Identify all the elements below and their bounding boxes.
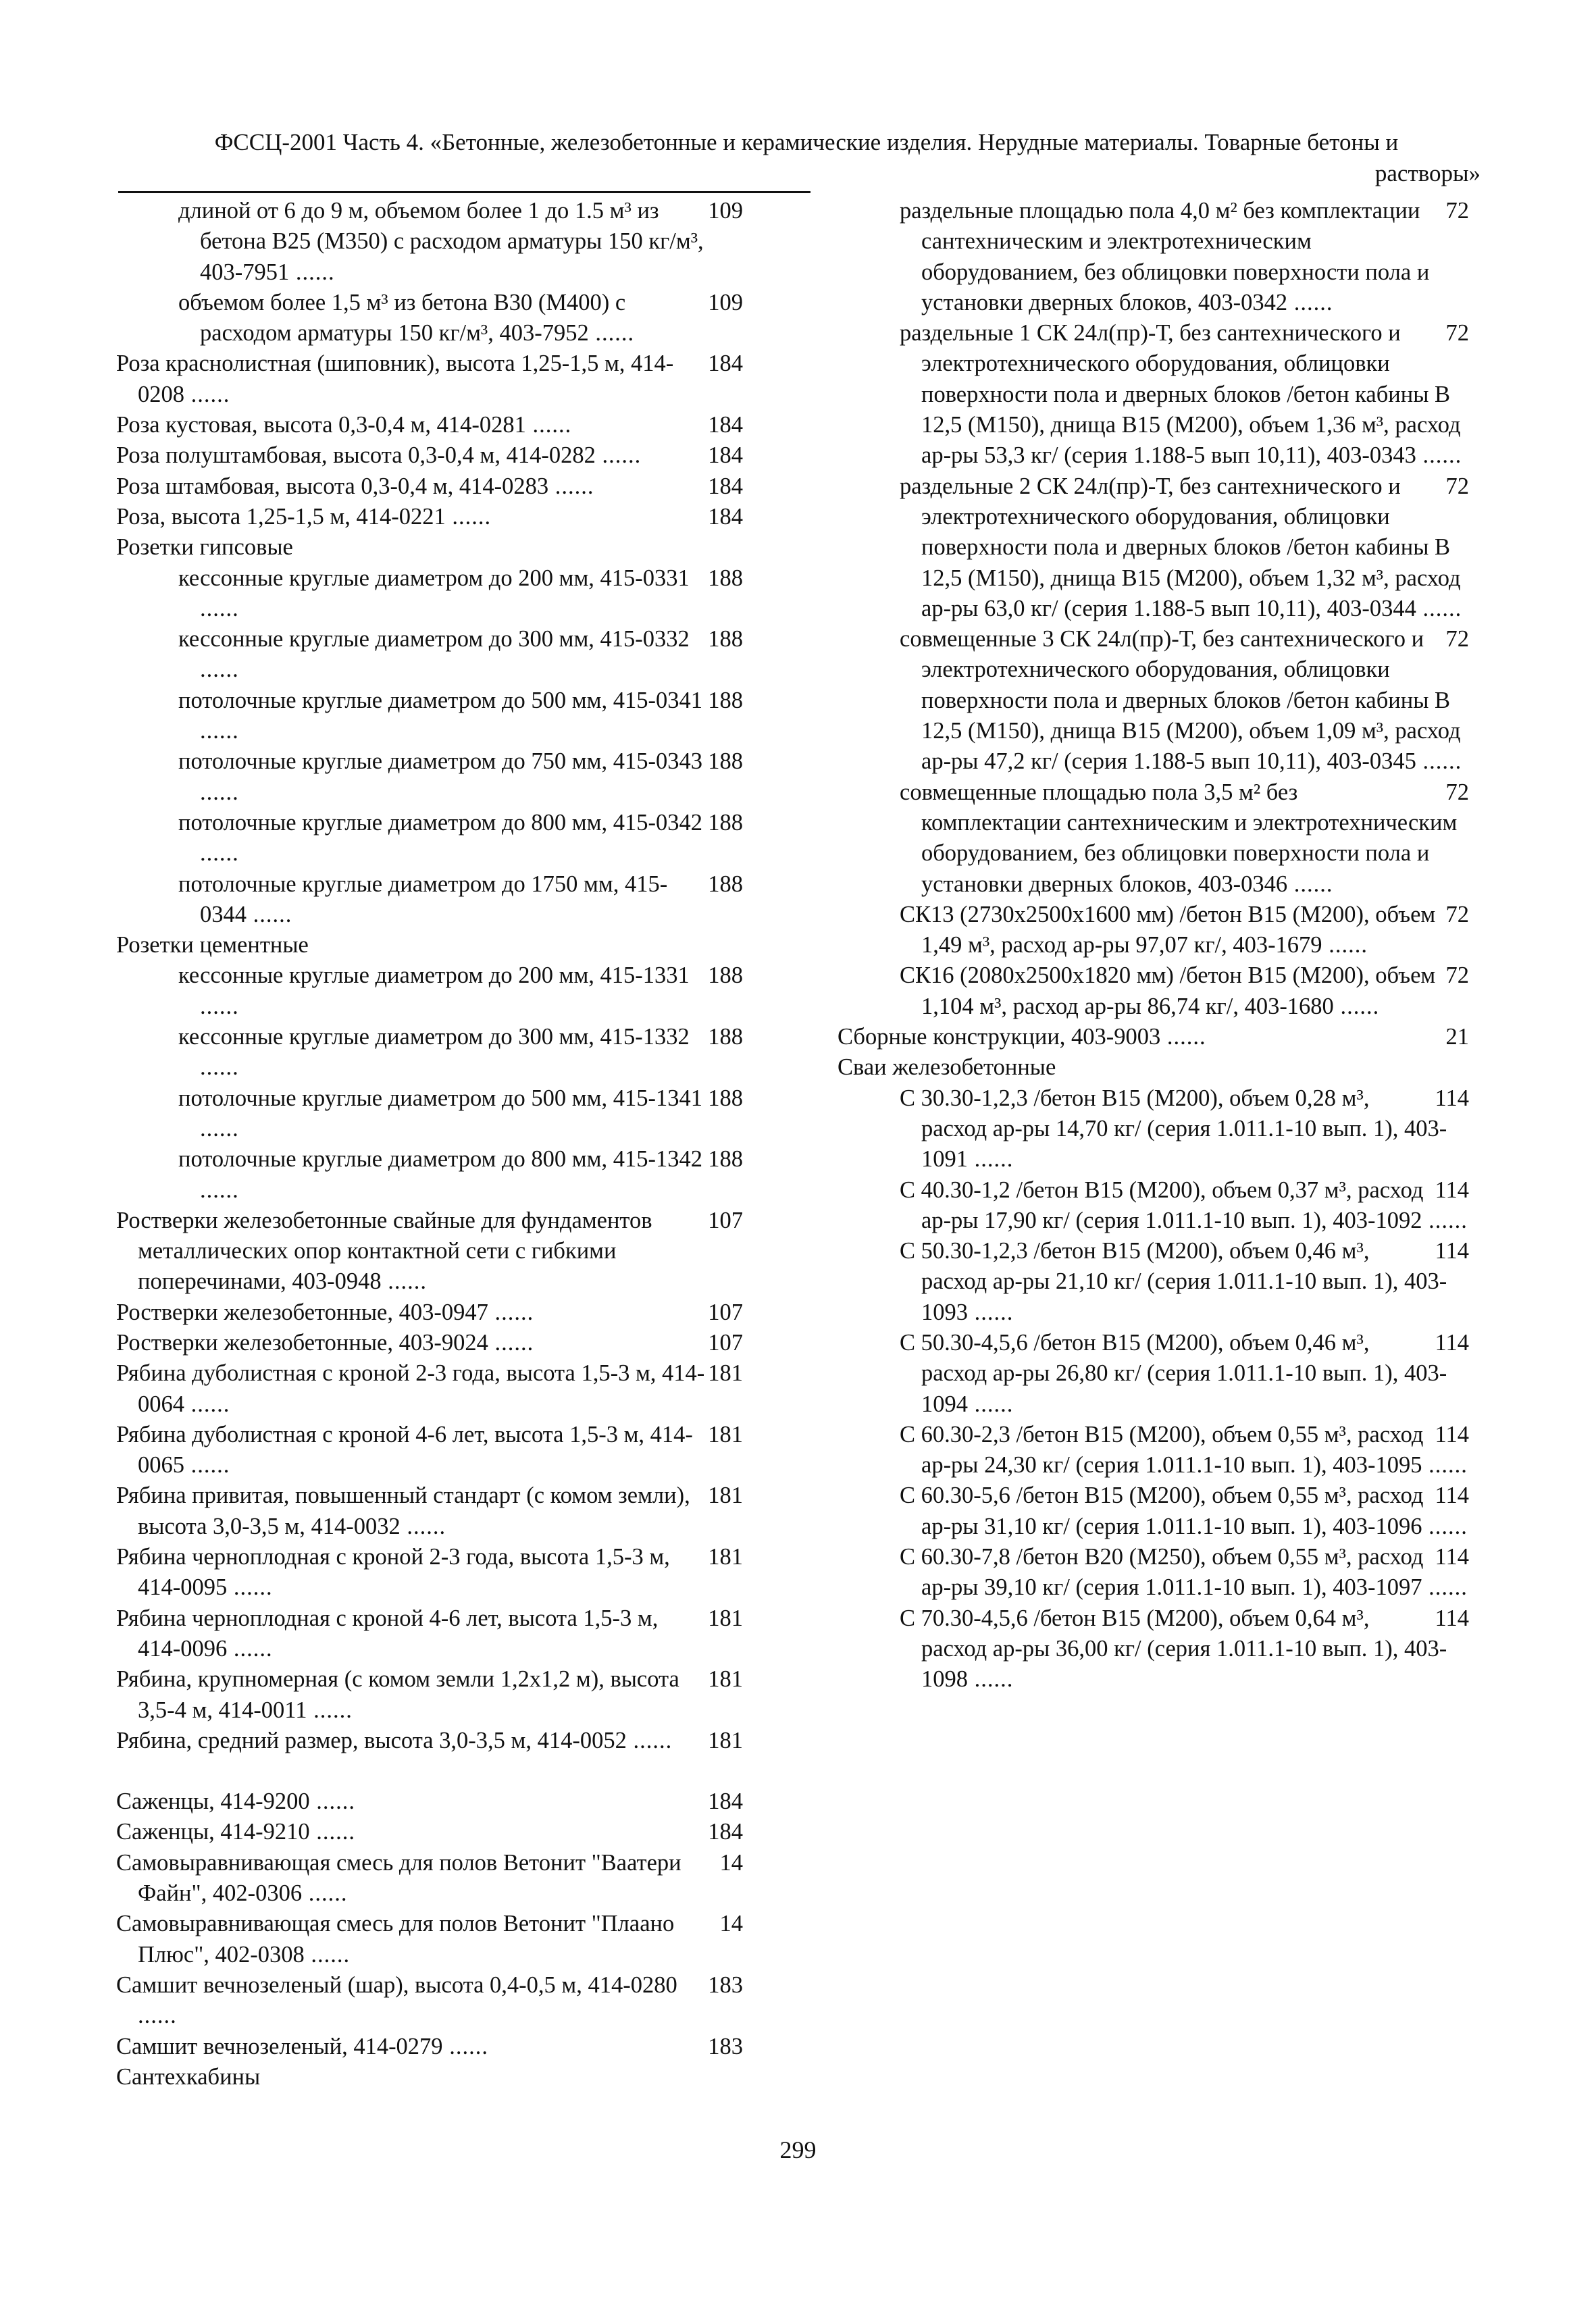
index-page-ref: 114	[1433, 1542, 1469, 1572]
dot-leader: ......	[488, 1299, 534, 1325]
index-page-ref: 181	[705, 1420, 743, 1450]
index-subentry	[838, 1542, 1469, 1603]
index-page-ref: 114	[1433, 1603, 1469, 1634]
index-subentry	[116, 196, 743, 288]
dot-leader: ......	[968, 1666, 1014, 1693]
index-entry	[116, 1786, 743, 1817]
dot-leader: ......	[200, 657, 239, 683]
index-entry-text: длиной от 6 до 9 м, объемом более 1 до 1.5 м³ из бетона В25 (М350) с расходом арматуры 150 кг/м³, 403-7951	[178, 198, 704, 285]
index-page-ref: 109	[705, 196, 743, 226]
index-page-ref: 188	[705, 1022, 743, 1052]
dot-leader: ......	[309, 1789, 355, 1815]
index-page-ref: 181	[705, 1358, 743, 1389]
dot-leader: ......	[968, 1391, 1014, 1417]
index-subentry	[838, 471, 1469, 624]
index-entry-text: Ростверки железобетонные свайные для фундаментов металлических опор контактной сети с гибкими поперечинами, 403-0948	[116, 1207, 652, 1295]
index-page-ref: 188	[705, 686, 743, 716]
index-entry	[116, 440, 743, 471]
page-number: 299	[779, 2136, 817, 2163]
index-entry-text: Роза, высота 1,25-1,5 м, 414-0221	[116, 503, 446, 530]
spacer	[116, 1756, 743, 1786]
dot-leader: ......	[302, 1880, 348, 1907]
index-entry-text: Розетки цементные	[116, 932, 309, 958]
index-entry-text: совмещенные площадью пола 3,5 м² без комплектации сантехническим и электротехническим оборудованием, без облицовки поверхности пола и установки дверных блоков, 403-0346	[900, 779, 1458, 897]
dot-leader: ......	[200, 1054, 239, 1081]
index-page-ref: 188	[705, 808, 743, 838]
index-subentry	[838, 1603, 1469, 1695]
dot-leader: ......	[588, 320, 635, 346]
index-entry-text: Сантехкабины	[116, 2063, 261, 2090]
index-subentry	[838, 1420, 1469, 1481]
index-page-ref: 184	[705, 349, 743, 379]
index-entry	[116, 1603, 743, 1665]
index-entry-text: Рябина черноплодная с кроной 4-6 лет, высота 1,5-3 м, 414-0096	[116, 1605, 659, 1662]
index-page-ref: 114	[1433, 1083, 1469, 1114]
dot-leader: ......	[200, 840, 239, 867]
index-entry-text: кессонные круглые диаметром до 300 мм, 415-0332	[178, 626, 690, 652]
index-subentry	[116, 1144, 743, 1206]
index-entry-text: Сваи железобетонные	[838, 1054, 1056, 1081]
index-column-left	[116, 196, 743, 2092]
index-entry	[116, 410, 743, 440]
index-subentry	[116, 869, 743, 931]
index-page-ref: 72	[1443, 471, 1470, 502]
index-entry-text: С 70.30-4,5,6 /бетон В15 (М200), объем 0,64 м³, расход ар-ры 36,00 кг/ (серия 1.011.1-10 вып. 1), 403-1098	[900, 1605, 1447, 1693]
index-entry-text: раздельные 1 СК 24л(пр)-Т, без сантехнического и электротехнического оборудования, облицовки поверхности пола и дверных блоков /бетон кабины В 12,5 (М150), днища В15 (М200), объем 1,36 м³, расход ар-ры 53,3 кг/ (серия 1.188-5 вып 10,11), 403-0343	[900, 320, 1461, 469]
index-page-ref: 188	[705, 563, 743, 594]
index-entry-text: Роза полуштамбовая, высота 0,3-0,4 м, 414-0282	[116, 442, 596, 469]
index-entry-text: Самшит вечнозеленый, 414-0279	[116, 2033, 443, 2059]
index-entry	[116, 1206, 743, 1297]
index-page-ref: 114	[1433, 1420, 1469, 1450]
index-page-ref: 72	[1443, 900, 1470, 930]
dot-leader: ......	[1160, 1024, 1206, 1050]
dot-leader: ......	[227, 1635, 273, 1662]
index-entry-text: Рябина, средний размер, высота 3,0-3,5 м, 414-0052	[116, 1727, 627, 1753]
index-entry	[116, 471, 743, 502]
index-entry-text: С 40.30-1,2 /бетон В15 (М200), объем 0,37 м³, расход ар-ры 17,90 кг/ (серия 1.011.1-10 вып. 1), 403-1092	[900, 1177, 1424, 1233]
index-subentry	[116, 808, 743, 869]
dot-leader: ......	[184, 381, 230, 407]
index-page-ref: 107	[705, 1328, 743, 1358]
index-column-right	[838, 196, 1469, 1695]
index-subentry	[116, 563, 743, 625]
index-entry-text: С 50.30-1,2,3 /бетон В15 (М200), объем 0,46 м³, расход ар-ры 21,10 кг/ (серия 1.011.1-10 вып. 1), 403-1093	[900, 1238, 1447, 1325]
index-page-ref: 72	[1443, 960, 1470, 991]
index-entry-text: Самовыравнивающая смесь для полов Ветонит "Ваатери Файн", 402-0306	[116, 1849, 681, 1907]
index-entry	[116, 2032, 743, 2062]
index-entry-text: совмещенные 3 СК 24л(пр)-Т, без сантехнического и электротехнического оборудования, облицовки поверхности пола и дверных блоков /бетон кабины В 12,5 (М150), днища В15 (М200), объем 1,09 м³, расход ар-ры 47,2 кг/ (серия 1.188-5 вып 10,11), 403-0345	[900, 626, 1461, 775]
index-entry	[116, 502, 743, 532]
index-subentry	[838, 624, 1469, 777]
index-entry	[116, 2062, 743, 2092]
index-entry	[116, 1664, 743, 1726]
index-page-ref: 184	[705, 1817, 743, 1847]
index-page-ref: 114	[1433, 1481, 1469, 1511]
dot-leader: ......	[138, 2003, 177, 2029]
index-page-ref: 114	[1433, 1175, 1469, 1206]
index-page-ref: 181	[705, 1481, 743, 1511]
index-entry-text: С 60.30-2,3 /бетон В15 (М200), объем 0,55 м³, расход ар-ры 24,30 кг/ (серия 1.011.1-10 вып. 1), 403-1095	[900, 1421, 1424, 1479]
index-entry-text: объемом более 1,5 м³ из бетона В30 (М400) с расходом арматуры 150 кг/м³, 403-7952	[178, 289, 626, 346]
index-subentry	[116, 288, 743, 349]
index-page-ref: 184	[705, 471, 743, 502]
index-entry	[116, 1726, 743, 1756]
index-entry-text: Роза кустовая, высота 0,3-0,4 м, 414-0281	[116, 412, 526, 438]
index-subentry	[116, 960, 743, 1022]
header-rule	[118, 191, 810, 193]
index-subentry	[116, 746, 743, 808]
index-page-ref: 72	[1443, 624, 1470, 654]
index-entry	[116, 1420, 743, 1481]
index-entry-text: Роза краснолистная (шиповник), высота 1,25-1,5 м, 414-0208	[116, 351, 674, 407]
index-entry-text: СК16 (2080х2500х1820 мм) /бетон В15 (М200), объем 1,104 м³, расход ар-ры 86,74 кг/, 403-1680	[900, 962, 1436, 1019]
dot-leader: ......	[595, 442, 642, 469]
index-entry-text: Рябина дуболистная с кроной 2-3 года, высота 1,5-3 м, 414-0064	[116, 1360, 705, 1417]
index-page-ref: 188	[705, 960, 743, 991]
index-subentry	[116, 624, 743, 686]
index-page-ref: 72	[1443, 318, 1470, 349]
dot-leader: ......	[1422, 1207, 1468, 1233]
index-entry	[116, 1848, 743, 1909]
dot-leader: ......	[968, 1299, 1014, 1325]
index-entry-text: Рябина привитая, повышенный стандарт (с комом земли), высота 3,0-3,5 м, 414-0032	[116, 1483, 690, 1539]
index-entry-text: потолочные круглые диаметром до 800 мм, 415-0342	[178, 809, 702, 835]
dot-leader: ......	[309, 1819, 355, 1845]
index-entry-text: потолочные круглые диаметром до 500 мм, 415-1341	[178, 1085, 702, 1111]
dot-leader: ......	[184, 1391, 230, 1417]
dot-leader: ......	[227, 1574, 273, 1601]
index-entry	[116, 1358, 743, 1420]
index-subentry	[116, 686, 743, 747]
dot-leader: ......	[1322, 932, 1368, 958]
index-subentry	[838, 1083, 1469, 1175]
dot-leader: ......	[381, 1268, 427, 1295]
dot-leader: ......	[1416, 442, 1462, 469]
index-page-ref: 184	[705, 410, 743, 440]
dot-leader: ......	[1287, 871, 1333, 897]
index-entry-text: потолочные круглые диаметром до 500 мм, 415-0341	[178, 687, 702, 713]
dot-leader: ......	[548, 473, 594, 499]
index-page-ref: 188	[705, 869, 743, 900]
dot-leader: ......	[626, 1727, 673, 1753]
index-entry-text: С 60.30-7,8 /бетон В20 (М250), объем 0,55 м³, расход ар-ры 39,10 кг/ (серия 1.011.1-10 вып. 1), 403-1097	[900, 1544, 1424, 1601]
index-entry-text: Рябина дуболистная с кроной 4-6 лет, высота 1,5-3 м, 414-0065	[116, 1421, 693, 1479]
index-entry-text: Саженцы, 414-9200	[116, 1789, 310, 1815]
index-page-ref: 184	[705, 440, 743, 471]
dot-leader: ......	[1422, 1513, 1468, 1539]
index-page-ref: 107	[705, 1297, 743, 1328]
index-entry-text: Роза штамбовая, высота 0,3-0,4 м, 414-0283	[116, 473, 549, 499]
dot-leader: ......	[200, 993, 239, 1019]
index-page-ref: 188	[705, 746, 743, 777]
index-entry	[116, 1297, 743, 1328]
index-entry-text: С 60.30-5,6 /бетон В15 (М200), объем 0,55 м³, расход ар-ры 31,10 кг/ (серия 1.011.1-10 вып. 1), 403-1096	[900, 1483, 1424, 1539]
index-subentry	[838, 777, 1469, 900]
index-page-ref: 184	[705, 502, 743, 532]
index-page-ref: 72	[1443, 777, 1470, 808]
header-line-2: растворы»	[1374, 160, 1481, 186]
index-entry-text: Рябина, крупномерная (с комом земли 1,2х1,2 м), высота 3,5-4 м, 414-0011	[116, 1666, 679, 1723]
index-subentry	[116, 1083, 743, 1145]
dot-leader: ......	[1416, 595, 1462, 621]
index-entry	[116, 1909, 743, 1970]
index-page-ref: 188	[705, 1144, 743, 1175]
index-page-ref: 181	[705, 1726, 743, 1756]
dot-leader: ......	[1287, 289, 1333, 315]
dot-leader: ......	[1416, 748, 1462, 775]
index-entry-text: потолочные круглые диаметром до 800 мм, 415-1342	[178, 1146, 702, 1173]
index-page-ref: 114	[1433, 1328, 1469, 1358]
dot-leader: ......	[200, 595, 239, 621]
index-entry-text: Рябина черноплодная с кроной 2-3 года, высота 1,5-3 м, 414-0095	[116, 1544, 670, 1601]
index-page-ref: 114	[1433, 1236, 1469, 1266]
dot-leader: ......	[525, 412, 572, 438]
index-entry-text: потолочные круглые диаметром до 1750 мм, 415-0344	[178, 871, 668, 927]
index-entry-text: Саженцы, 414-9210	[116, 1819, 310, 1845]
index-entry	[116, 1481, 743, 1542]
index-page-ref: 107	[705, 1206, 743, 1236]
dot-leader: ......	[200, 779, 239, 805]
index-page-ref: 188	[705, 624, 743, 654]
index-subentry	[838, 196, 1469, 318]
index-page-ref: 14	[717, 1848, 744, 1878]
dot-leader: ......	[247, 901, 292, 927]
index-entry-text: раздельные площадью пола 4,0 м² без комплектации сантехническим и электротехническим оборудованием, без облицовки поверхности пола и установки дверных блоков, 403-0342	[900, 198, 1430, 315]
dot-leader: ......	[1333, 993, 1380, 1019]
dot-leader: ......	[442, 2033, 488, 2059]
index-entry-text: С 50.30-4,5,6 /бетон В15 (М200), объем 0,46 м³, расход ар-ры 26,80 кг/ (серия 1.011.1-10 вып. 1), 403-1094	[900, 1329, 1447, 1417]
index-entry-text: Ростверки железобетонные, 403-9024	[116, 1329, 488, 1356]
dot-leader: ......	[289, 259, 335, 285]
index-entry	[116, 1328, 743, 1358]
index-subentry	[838, 1175, 1469, 1237]
index-page-ref: 181	[705, 1542, 743, 1572]
index-entry	[116, 1542, 743, 1603]
index-page-ref: 181	[705, 1603, 743, 1634]
dot-leader: ......	[304, 1941, 351, 1968]
index-page-ref: 183	[705, 1970, 743, 2001]
index-entry	[116, 930, 743, 960]
dot-leader: ......	[445, 503, 492, 530]
index-entry-text: Самшит вечнозеленый (шар), высота 0,4-0,5 м, 414-0280	[116, 1972, 677, 1998]
index-entry-text: Сборные конструкции, 403-9003	[838, 1024, 1161, 1050]
dot-leader: ......	[400, 1513, 446, 1539]
index-page-ref: 184	[705, 1786, 743, 1817]
index-entry	[116, 349, 743, 410]
index-page-ref: 109	[705, 288, 743, 318]
index-subentry	[116, 1022, 743, 1083]
index-entry-text: СК13 (2730х2500х1600 мм) /бетон В15 (М200), объем 1,49 м³, расход ар-ры 97,07 кг/, 403-1679	[900, 901, 1436, 958]
index-entry	[116, 532, 743, 563]
header-line-1: ФССЦ-2001 Часть 4. «Бетонные, железобетонные и керамические изделия. Нерудные материалы. Товарные бетоны и	[214, 129, 1399, 155]
index-entry-text: Ростверки железобетонные, 403-0947	[116, 1299, 488, 1325]
index-entry	[116, 1970, 743, 2032]
dot-leader: ......	[1422, 1452, 1468, 1479]
index-subentry	[838, 318, 1469, 471]
index-entry-text: Розетки гипсовые	[116, 534, 293, 561]
index-page-ref: 188	[705, 1083, 743, 1114]
index-entry-text: кессонные круглые диаметром до 300 мм, 415-1332	[178, 1024, 690, 1050]
dot-leader: ......	[184, 1452, 230, 1479]
dot-leader: ......	[968, 1146, 1014, 1173]
index-page-ref: 72	[1443, 196, 1470, 226]
dot-leader: ......	[307, 1697, 353, 1723]
dot-leader: ......	[200, 718, 239, 744]
index-subentry	[838, 1236, 1469, 1328]
dot-leader: ......	[200, 1177, 239, 1203]
index-subentry	[838, 900, 1469, 961]
index-entry-text: раздельные 2 СК 24л(пр)-Т, без сантехнического и электротехнического оборудования, облицовки поверхности пола и дверных блоков /бетон кабины В 12,5 (М150), днища В15 (М200), объем 1,32 м³, расход ар-ры 63,0 кг/ (серия 1.188-5 вып 10,11), 403-0344	[900, 473, 1461, 621]
index-page-ref: 21	[1443, 1022, 1470, 1052]
index-entry	[838, 1052, 1469, 1083]
dot-leader: ......	[488, 1329, 534, 1356]
dot-leader: ......	[200, 1115, 239, 1141]
dot-leader: ......	[1422, 1574, 1468, 1601]
index-entry-text: Самовыравнивающая смесь для полов Ветонит "Плаано Плюс", 402-0308	[116, 1911, 675, 1968]
index-page-ref: 183	[705, 2032, 743, 2062]
index-entry-text: С 30.30-1,2,3 /бетон В15 (М200), объем 0,28 м³, расход ар-ры 14,70 кг/ (серия 1.011.1-10 вып. 1), 403-1091	[900, 1085, 1447, 1173]
index-entry	[838, 1022, 1469, 1052]
index-page-ref: 14	[717, 1909, 744, 1939]
index-entry-text: потолочные круглые диаметром до 750 мм, 415-0343	[178, 748, 702, 775]
index-page-ref: 181	[705, 1664, 743, 1695]
index-subentry	[838, 1328, 1469, 1420]
index-subentry	[838, 960, 1469, 1022]
index-entry-text: кессонные круглые диаметром до 200 мм, 415-1331	[178, 962, 690, 989]
index-entry-text: кессонные круглые диаметром до 200 мм, 415-0331	[178, 565, 690, 591]
index-entry	[116, 1817, 743, 1847]
index-subentry	[838, 1481, 1469, 1542]
running-header	[132, 127, 1481, 189]
